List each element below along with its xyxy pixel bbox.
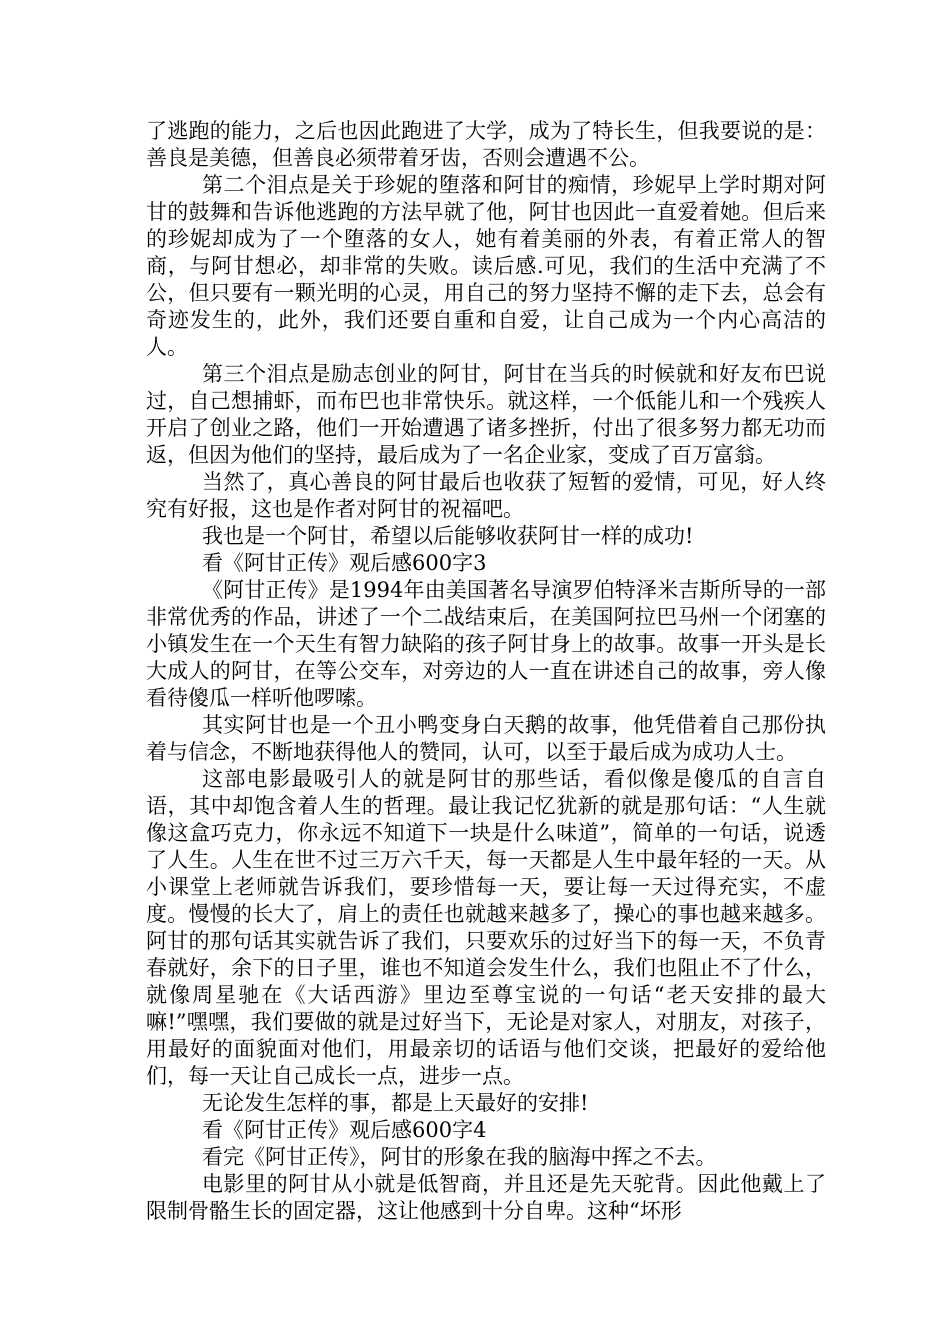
paragraph-3: 第三个泪点是励志创业的阿甘，阿甘在当兵的时候就和好友布巴说过，自己想捕虾，而布巴也非常快乐。就这样，一个低能儿和一个残疾人开启了创业之路，他们一开始遭遇了诸多挫折，付出了很多努力都无功而返，但因为他们的坚持，最后成为了一名企业家，变成了百万富翁。 xyxy=(146,362,826,467)
paragraph-9: 无论发生怎样的事，都是上天最好的安排! xyxy=(202,1091,589,1115)
document-body xyxy=(146,118,826,1225)
paragraph-2: 第二个泪点是关于珍妮的堕落和阿甘的痴情，珍妮早上学时期对阿甘的鼓舞和告诉他逃跑的方法早就了他，阿甘也因此一直爱着她。但后来的珍妮却成为了一个堕落的女人，她有着美丽的外表，有着正常人的智商，与阿甘想必，却非常的失败。读后感.可见，我们的生活中充满了不公，但只要有一颗光明的心灵，用自己的努力坚持不懈的走下去，总会有奇迹发生的，此外，我们还要自重和自爱，让自己成为一个内心高洁的人。 xyxy=(146,173,826,359)
paragraph-4: 当然了，真心善良的阿甘最后也收获了短暂的爱情，可见，好人终究有好报，这也是作者对阿甘的祝福吧。 xyxy=(146,470,826,521)
paragraph-8: 这部电影最吸引人的就是阿甘的那些话，看似像是傻瓜的自言自语，其中却饱含着人生的哲理。最让我记忆犹新的就是那句话：“人生就像这盒巧克力，你永远不知道下一块是什么味道”，简单的一句话，说透了人生。人生在世不过三万六千天，每一天都是人生中最年轻的一天。从小课堂上老师就告诉我们，要珍惜每一天，要让每一天过得充实，不虚度。慢慢的长大了，肩上的责任也就越来越多了，操心的事也越来越多。阿甘的那句话其实就告诉了我们，只要欢乐的过好当下的每一天，不负青春就好，余下的日子里，谁也不知道会发生什么，我们也阻止不了什么，就像周星驰在《大话西游》里边至尊宝说的一句话“老天安排的最大嘛!”嘿嘿，我们要做的就是过好当下，无论是对家人，对朋友，对孩子，用最好的面貌面对他们，用最亲切的话语与他们交谈，把最好的爱给他们，每一天让自己成长一点，进步一点。 xyxy=(146,767,826,1088)
section-heading-4: 看《阿甘正传》观后感600字4 xyxy=(202,1118,487,1142)
section-heading-3: 看《阿甘正传》观后感600字3 xyxy=(202,551,487,575)
paragraph-5: 我也是一个阿甘，希望以后能够收获阿甘一样的成功! xyxy=(202,524,694,548)
paragraph-1: 了逃跑的能力，之后也因此跑进了大学，成为了特长生，但我要说的是：善良是美德，但善良必须带着牙齿，否则会遭遇不公。 xyxy=(146,119,826,170)
paragraph-11: 电影里的阿甘从小就是低智商，并且还是先天驼背。因此他戴上了限制骨骼生长的固定器，这让他感到十分自卑。这种“坏形 xyxy=(146,1172,826,1223)
paragraph-10: 看完《阿甘正传》，阿甘的形象在我的脑海中挥之不去。 xyxy=(202,1145,717,1169)
paragraph-6: 《阿甘正传》是1994年由美国著名导演罗伯特泽米吉斯所导的一部非常优秀的作品，讲述了一个二战结束后，在美国阿拉巴马州一个闭塞的小镇发生在一个天生有智力缺陷的孩子阿甘身上的故事。故事一开头是长大成人的阿甘，在等公交车，对旁边的人一直在讲述自己的故事，旁人像看待傻瓜一样听他啰嗦。 xyxy=(146,578,826,710)
paragraph-7: 其实阿甘也是一个丑小鸭变身白天鹅的故事，他凭借着自己那份执着与信念，不断地获得他人的赞同，认可，以至于最后成为成功人士。 xyxy=(146,713,826,764)
